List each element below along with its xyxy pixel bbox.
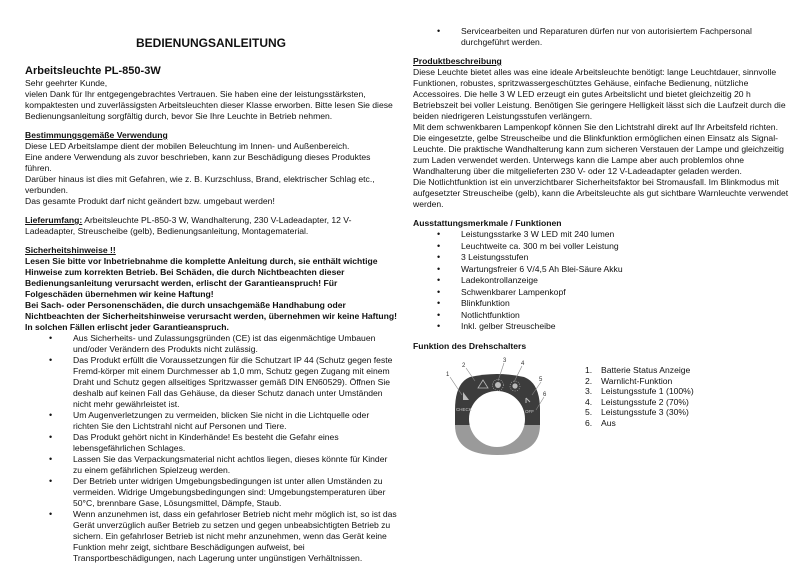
callout-label-3: 3	[503, 358, 507, 364]
item-number: 4.	[585, 396, 593, 407]
feature-item: • Inkl. gelber Streuscheibe	[437, 321, 793, 333]
intro-text: vielen Dank für Ihr entgegengebrachtes Vertrauen. Sie haben eine der leistungsstärksten, kompaktesten und zuverlässigsten Arbeitsleuchten dieser Klasse erworben. Bitte lesen Sie diese Bedienungsanleitung sorgfältig durch, bevor Sie Ihre Leuchte in Betrieb nehmen.	[25, 89, 393, 121]
callout-label-2: 2	[462, 363, 466, 369]
switch-function-item	[585, 376, 694, 387]
features-heading: Ausstattungsmerkmale / Funktionen	[413, 218, 562, 228]
safety-list-continued	[413, 26, 793, 48]
usage-line: Diese LED Arbeitslampe dient der mobilen Beleuchtung im Innen- und Außenbereich.	[25, 141, 350, 151]
features-list	[413, 229, 793, 333]
switch-function-item	[585, 386, 694, 397]
off-label: OFF	[525, 409, 534, 414]
safety-list	[25, 333, 397, 564]
item-text: Leistungsstufe 3 (30%)	[601, 407, 689, 417]
item-text: Warnlicht-Funktion	[601, 375, 673, 386]
feature-item: • Ladekontrollanzeige	[437, 275, 793, 287]
safety-warning-1: Lesen Sie bitte vor Inbetriebnahme die komplette Anleitung durch, sie enthält wichtige Hinweise zum korrekten Betrieb. Bei Schäden, die durch Nichtbeachten dieser Bedienungsanleitung verursacht werden, erlischt der Garantieanspruch! Für Folgeschäden übernehmen wir keine Haftung!	[25, 256, 378, 299]
safety-warning-2: Bei Sach- oder Personenschäden, die durch unsachgemäße Handhabung oder Nichtbeachten der Sicherheitshinweise verursacht werden, übernehmen wir keine Haftung! In solchen Fällen erlischt jeder Garantieanspruch.	[25, 300, 398, 332]
safety-item: • Lassen Sie das Verpackungsmaterial nicht achtlos liegen, dieses könnte für Kinder zu einem gefährlichen Spielzeug werden.	[49, 454, 397, 476]
safety-item: • Aus Sicherheits- und Zulassungsgründen (CE) ist das eigenmächtige Umbauen und/oder Verändern des Produkts nicht zulässig.	[49, 333, 397, 355]
safety-item: • Servicearbeiten und Reparaturen dürfen nur von autorisiertem Fachpersonal durchgeführt werden.	[437, 26, 793, 48]
greeting: Sehr geehrter Kunde,	[25, 78, 108, 88]
safety-item: • Das Produkt erfüllt die Voraussetzungen für die Schutzart IP 44 (Schutz gegen feste Fremd-körper mit einem Durchmesser ab 1,0 mm, Schutz gegen Zugang mit einem Draht und Schutz gegen allseitiges Spritzwasser gemäß DIN EN60529). Öffnen Sie deshalb auf keinen Fall das Gehäuse, da dieser Schutz danach unter Umständen nicht mehr gewährleistet ist.	[49, 355, 397, 410]
safety-item: • Um Augenverletzungen zu vermeiden, blicken Sie nicht in die Lichtquelle oder richten Sie den Lichtstrahl nicht auf Personen und Tiere.	[49, 410, 397, 432]
safety-item: • Das Produkt gehört nicht in Kinderhände! Es besteht die Gefahr eines lebensgefährlichen Schlages.	[49, 432, 397, 454]
scope-paragraph	[25, 215, 397, 237]
document-title: BEDIENUNGSANLEITUNG	[135, 36, 286, 50]
item-text: Leistungsstufe 1 (100%)	[601, 386, 694, 396]
switch-function-item	[585, 397, 694, 408]
usage-line: Eine andere Verwendung als zuvor beschrieben, kann zur Beschädigung dieses Produktes führen.	[25, 152, 371, 173]
feature-item: • Leuchtweite ca. 300 m bei voller Leistung	[437, 241, 793, 253]
switch-function-item	[585, 365, 694, 376]
scope-text: Arbeitsleuchte PL-850-3 W, Wandhalterung, 230 V-Ladeadapter, 12 V-Ladeadapter, Streuscheibe (gelb), Bedienungsanleitung, Montagematerial.	[25, 215, 352, 236]
rotary-switch-diagram	[440, 355, 560, 465]
usage-heading: Bestimmungsgemäße Verwendung	[25, 130, 168, 140]
switch-heading: Funktion des Drehschalters	[413, 340, 527, 351]
feature-item: • Notlichtfunktion	[437, 310, 793, 322]
feature-item: • Leistungsstarke 3 W LED mit 240 lumen	[437, 229, 793, 241]
check-label: CHECK	[456, 407, 472, 412]
feature-item: • 3 Leistungsstufen	[437, 252, 793, 264]
switch-function-item	[585, 418, 694, 429]
item-number: 5.	[585, 407, 593, 417]
item-number: 1.	[585, 365, 593, 375]
callout-label-6: 6	[543, 392, 547, 398]
product-heading: Arbeitsleuchte PL-850-3W	[25, 65, 161, 77]
description-heading: Produktbeschreibung	[413, 56, 502, 66]
safety-item: • Der Betrieb unter widrigen Umgebungsbedingungen ist unter allen Umständen zu vermeiden. Widrige Umgebungsbedingungen sind: Umgebungstemperaturen über 50°C, brennbare Gase, Lösungsmittel, Dämpfe, Staub.	[49, 476, 397, 509]
right-column	[413, 26, 793, 352]
feature-item: • Blinkfunktion	[437, 298, 793, 310]
usage-line: Das gesamte Produkt darf nicht geändert bzw. umgebaut werden!	[25, 196, 275, 206]
safety-item: • Wenn anzunehmen ist, dass ein gefahrloser Betrieb nicht mehr möglich ist, so ist das Gerät unverzüglich außer Betrieb zu setzen und gegen unbeabsichtigten Betrieb zu sichern. Ein gefahrloser Betrieb ist nicht mehr anzunehmen, wenn das Gerät keine Funktion mehr zeigt, sichtbare Beschädigungen aufweist, bei Transportbeschädigungen, nach Lagerung unter ungünstigen Verhältnissen.	[49, 509, 397, 564]
switch-function-item	[585, 407, 694, 418]
item-number: 3.	[585, 386, 593, 396]
left-column	[25, 38, 397, 564]
callout-label-4: 4	[521, 361, 525, 367]
feature-item: • Schwenkbarer Lampenkopf	[437, 287, 793, 299]
callout-label-1: 1	[446, 372, 450, 378]
item-text: Leistungsstufe 2 (70%)	[601, 396, 689, 407]
switch-function-list	[585, 365, 694, 428]
feature-item: • Wartungsfreier 6 V/4,5 Ah Blei-Säure Akku	[437, 264, 793, 276]
item-number: 2.	[585, 375, 593, 386]
item-text: Aus	[601, 417, 616, 428]
safety-heading: Sicherheitshinweise !!	[25, 245, 116, 255]
item-number: 6.	[585, 417, 593, 428]
description-paragraph: Mit dem schwenkbaren Lampenkopf können Sie den Lichtstrahl direkt auf Ihr Arbeitsfeld richten. Die eingesetzte, gelbe Streuscheibe und die Blinkfunktion ermöglichen einen Einsatz als Signal-Leuchte. Die praktische Wandhalterung kann zum sicheren Verstauen der Lampe und gleichzeitig zum Laden verwendet werden. Unterwegs kann die Lampe aber auch problemlos ohne Wandhalterung über die mitgelieferten 230 V- oder 12 V-Ladeadapter geladen werden.	[413, 122, 784, 176]
description-paragraph: Die Notlichtfunktion ist ein unverzichtbarer Sicherheitsfaktor bei Stromausfall. Im Blinkmodus mit aufgesetzter Streuscheibe (gelb), kann die Arbeitsleuchte als gut sichtbare Warnleuchte verwendet werden.	[413, 177, 789, 209]
usage-line: Darüber hinaus ist dies mit Gefahren, wie z. B. Kurzschluss, Brand, elektrischer Schlag etc., verbunden.	[25, 174, 375, 195]
dial-center-hole	[469, 391, 525, 447]
item-text: Batterie Status Anzeige	[601, 365, 691, 375]
callout-label-5: 5	[539, 377, 543, 383]
description-paragraph: Diese Leuchte bietet alles was eine ideale Arbeitsleuchte benötigt: lange Leuchtdauer, sinnvolle Funktionen, robustes, spritzwassergeschütztes Gehäuse, einfache Bedienung, nützliche Accessoires. Die helle 3 W LED erzeugt ein gutes Arbeitslicht und bietet gleichzeitig 20 h Betriebszeit bei voller Leistung. Benötigen Sie geringere Helligkeit lässt sich die Laufzeit durch die beiden niedrigeren Leistungsstufen verlängern.	[413, 67, 786, 121]
scope-label: Lieferumfang:	[25, 215, 83, 225]
